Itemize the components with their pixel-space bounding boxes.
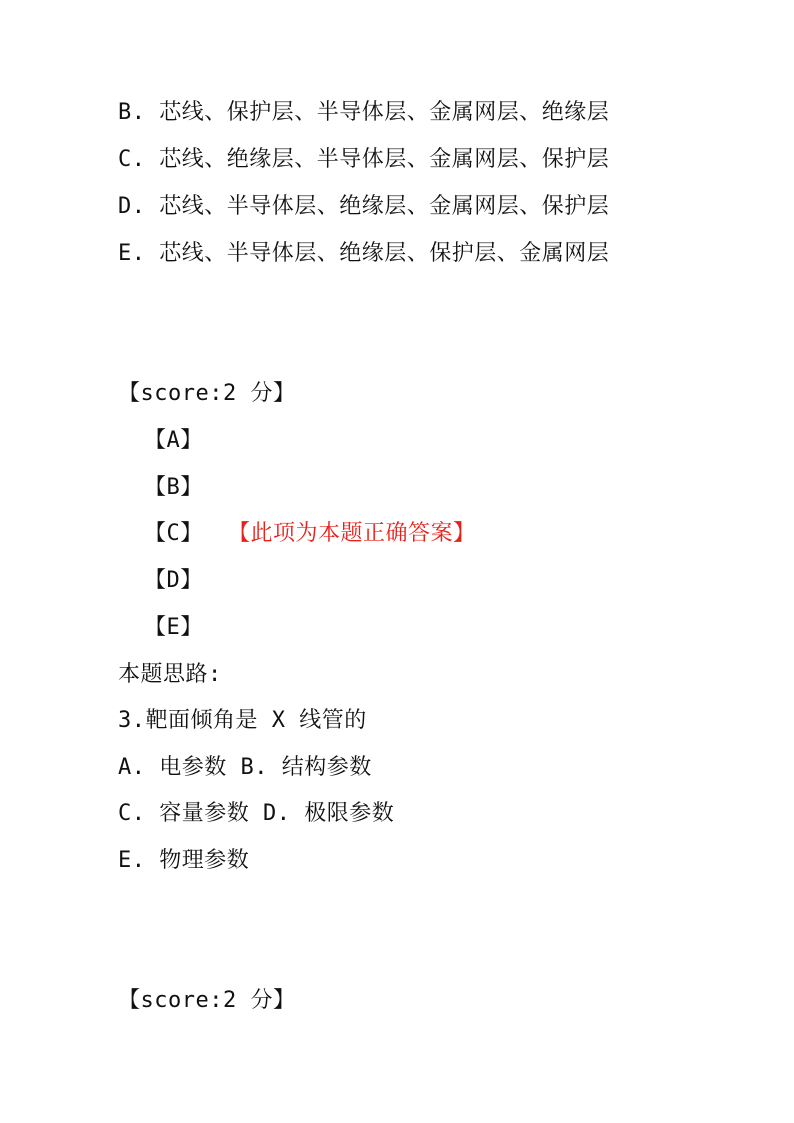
q3-score: 【score:2 分】 [118, 988, 296, 1013]
q2-answer-a: 【A】 [144, 428, 203, 453]
q3-option-e: E. 物理参数 [118, 848, 250, 873]
q2-explanation-label: 本题思路: [118, 662, 222, 687]
q2-score: 【score:2 分】 [118, 381, 296, 406]
q3-options-ab: A. 电参数 B. 结构参数 [118, 755, 372, 780]
q2-option-c: C. 芯线、绝缘层、半导体层、金属网层、保护层 [118, 147, 610, 172]
q2-answer-c: 【C】 [144, 521, 203, 546]
q2-option-b: B. 芯线、保护层、半导体层、金属网层、绝缘层 [118, 100, 610, 125]
q2-answer-e: 【E】 [144, 615, 203, 640]
q3-options-cd: C. 容量参数 D. 极限参数 [118, 801, 395, 826]
q2-answer-b: 【B】 [144, 475, 203, 500]
q2-answer-d: 【D】 [144, 568, 203, 593]
q2-correct-note: 【此项为本题正确答案】 [228, 521, 476, 546]
q2-option-e: E. 芯线、半导体层、绝缘层、保护层、金属网层 [118, 241, 610, 266]
q2-option-d: D. 芯线、半导体层、绝缘层、金属网层、保护层 [118, 194, 610, 219]
q3-stem: 3.靶面倾角是 X 线管的 [118, 708, 367, 733]
